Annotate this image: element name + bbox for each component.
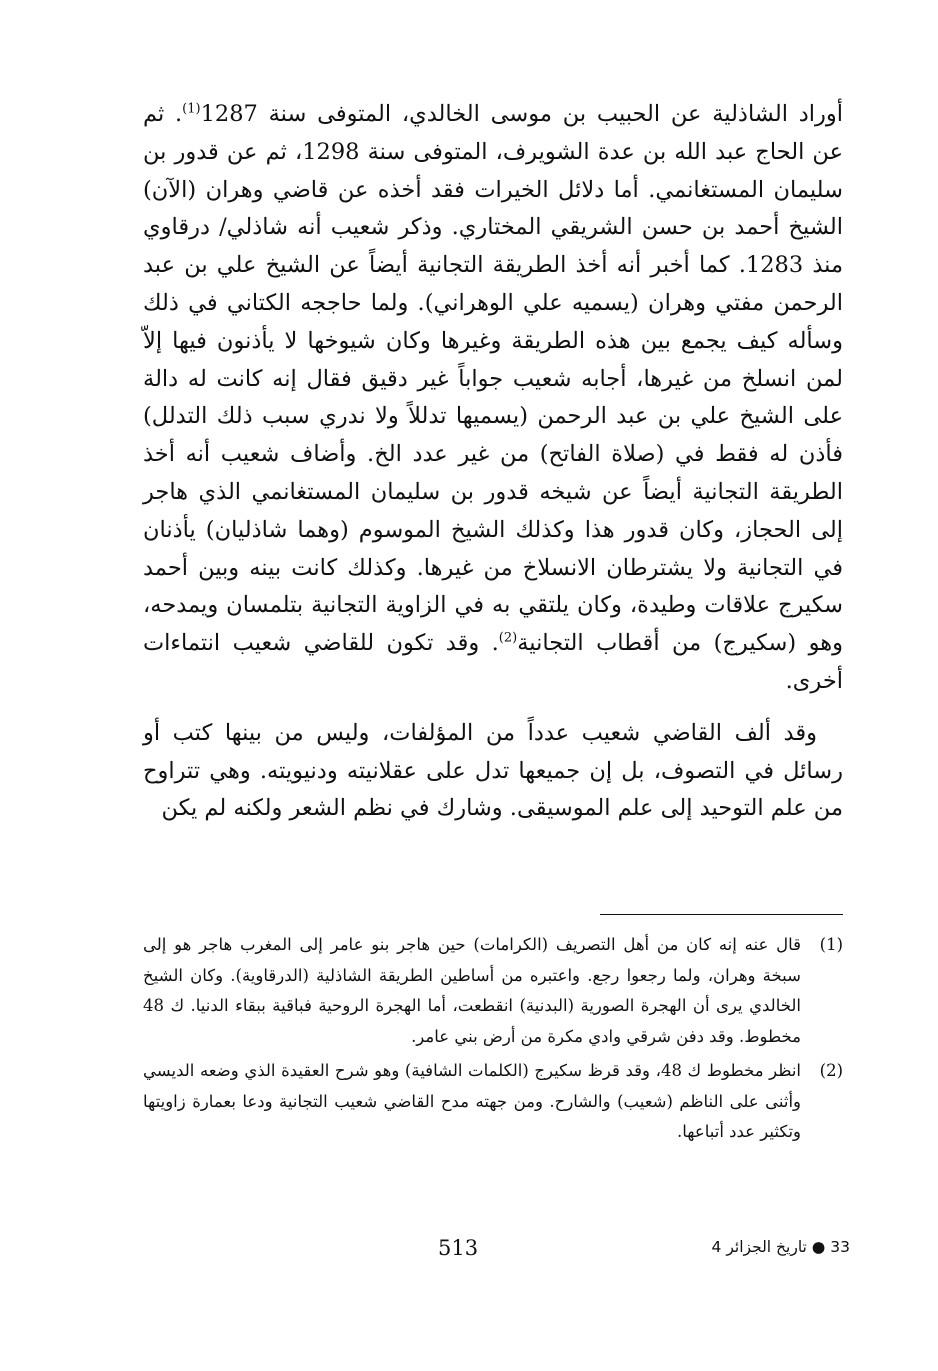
paragraph-1-part-1: أوراد الشاذلية عن الحبيب بن موسى الخالدي، المتوفى سنة 1287 — [200, 101, 843, 127]
paragraph-1-part-3: . وقد تكون للقاضي شعيب انتماءات أخرى. — [143, 630, 843, 694]
footnotes — [143, 930, 843, 1152]
page-number: 513 — [438, 1236, 479, 1260]
footnote-1 — [143, 930, 843, 1052]
main-text — [143, 96, 843, 828]
footnote-1-text: قال عنه إنه كان من أهل التصريف (الكرامات) حين هاجر بنو عامر إلى المغرب هاجر هو إلى سبخة وهران، ولما رجعوا رجع. واعتبره من أساطين الطريقة الشاذلية (الدرقاوية). وكان الشيخ الخالدي يرى أن الهجرة الصورية (البدنية) انقطعت، أما الهجرة الروحية فباقية ببقاء الدنيا. ك 48 مخطوط. وقد دفن شرقي وادي مكرة من أرض بني عامر. — [143, 935, 801, 1046]
paragraph-2: وقد ألف القاضي شعيب عدداً من المؤلفات، وليس من بينها كتب أو رسائل في التصوف، بل إن جميعها تدل على عقلانيته ودنيويته. وهي تتراوح من علم التوحيد إلى علم الموسيقى. وشارك في نظم الشعر ولكنه لم يكن — [143, 719, 843, 822]
footnote-2 — [143, 1056, 843, 1148]
footnote-1-number: (1) — [819, 935, 843, 954]
footnote-2-text: انظر مخطوط ك 48، وقد قرظ سكيرج (الكلمات الشافية) وهو شرح العقيدة الذي وضعه الديسي وأثنى على الناظم (شعيب) والشارح. ومن جهته مدح القاضي شعيب التجانية ودعا بعمارة زاويتها وتكثير عدد أتباعها. — [143, 1061, 801, 1141]
signature-mark: 33 ● تاريخ الجزائر 4 — [711, 1238, 850, 1256]
paragraph-1-part-2: . ثم عن الحاج عبد الله بن عدة الشويرف، المتوفى سنة 1298، ثم عن قدور بن سليمان المستغانمي. أما دلائل الخيرات فقد أخذه عن قاضي وهران (الآن) الشيخ أحمد بن حسن الشريقي المختاري. وذكر شعيب أنه شاذلي/ درقاوي منذ 1283. كما أخبر أنه أخذ الطريقة التجانية أيضاً عن الشيخ علي بن عبد الرحمن مفتي وهران (يسميه علي الوهراني). ولما حاججه الكتاني في ذلك وسأله كيف يجمع بين هذه الطريقة وغيرها وكان شيوخها لا يأذنون فيها إلاّ لمن انسلخ من غيرها، أجابه شعيب جواباً غير دقيق فقال إنه كانت له دالة على الشيخ علي بن عبد الرحمن (يسميها تدللاً ولا ندري سبب ذلك التدلل) فأذن له فقط في (صلاة الفاتح) من غير عدد الخ. وأضاف شعيب أنه أخذ الطريقة التجانية أيضاً عن شيخه قدور بن سليمان المستغانمي الذي هاجر إلى الحجاز، وكان قدور هذا وكذلك الشيخ الموسوم (وهما شاذليان) يأذنان في التجانية ولا يشترطان الانسلاخ من غيرها. وكذلك كانت بينه وبين أحمد سكيرج علاقات وطيدة، وكان يلتقي به في الزاوية التجانية بتلمسان ويمدحه، وهو (سكيرج) من أقطاب التجانية — [143, 101, 843, 657]
footnote-2-number: (2) — [819, 1061, 843, 1080]
footnote-ref-2: (2) — [498, 630, 518, 646]
footnote-ref-1: (1) — [182, 101, 201, 117]
footnote-separator — [600, 914, 843, 915]
paragraph-1 — [143, 96, 843, 701]
